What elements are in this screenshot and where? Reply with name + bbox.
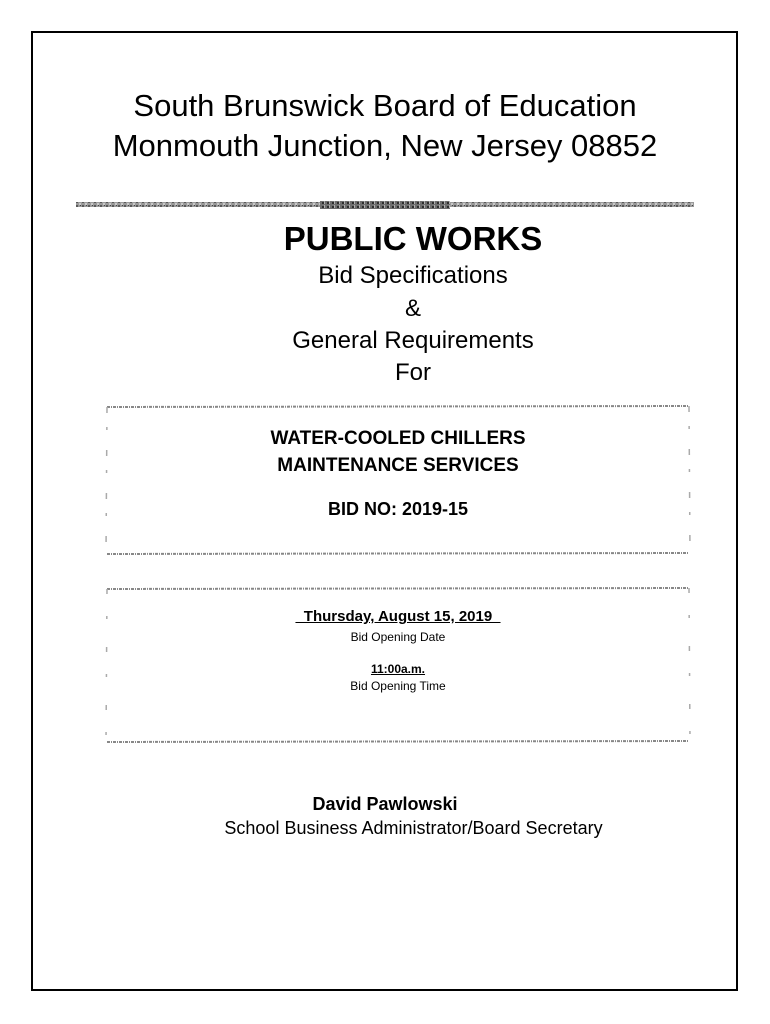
project-name-line: WATER-COOLED CHILLERS [270,428,526,449]
bid-opening-date-caption: Bid Opening Date [350,630,446,644]
decorative-divider [76,201,694,209]
document-subtitle-line: Bid Specifications [318,262,508,289]
bid-opening-time: 11:00a.m. [370,662,426,676]
bid-opening-time-caption: Bid Opening Time [350,679,446,693]
organization-name: South Brunswick Board of Education [133,88,637,123]
bid-number: BID NO: 2019-15 [327,499,469,519]
document-heading: PUBLIC WORKS [283,220,543,257]
project-box [105,404,691,556]
document-subtitle-line: & [404,295,421,322]
bid-opening-date: Thursday, August 15, 2019 [295,608,501,625]
signer-title: School Business Administrator/Board Secretary [224,818,603,838]
signer-name: David Pawlowski [312,794,458,814]
bid-opening-box [105,586,691,744]
organization-address: Monmouth Junction, New Jersey 08852 [112,128,658,163]
document-subtitle-line: General Requirements [292,327,534,354]
document-subtitle-line: For [395,359,431,386]
project-name-line: MAINTENANCE SERVICES [277,455,519,476]
